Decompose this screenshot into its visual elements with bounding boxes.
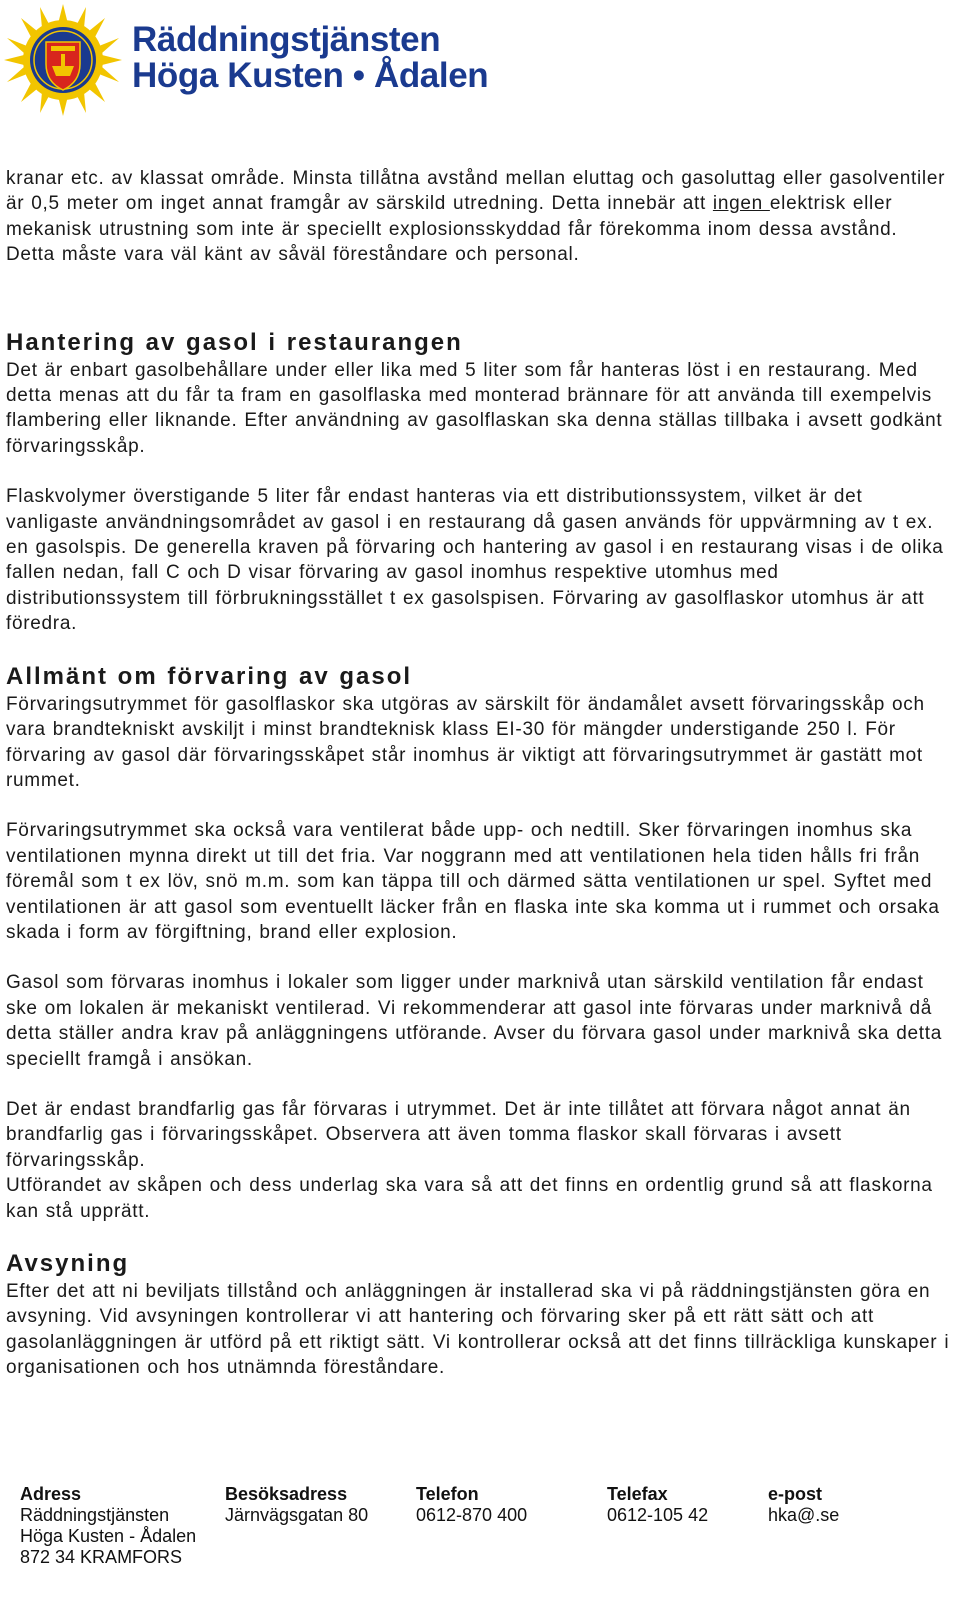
footer-email-link[interactable]: hka@.se bbox=[768, 1505, 840, 1525]
section-heading-hantering: Hantering av gasol i restaurangen bbox=[6, 328, 463, 356]
intro-text-2: elektrisk eller mekanisk utrustning som inte är speciellt explosionsskyddad får förekomma inom dessa avstånd. Detta måste vara väl känt av såväl föreståndare och personal. bbox=[6, 193, 898, 266]
footer-value: 0612-105 42 bbox=[607, 1505, 709, 1525]
paragraph: Gasol som förvaras inomhus i lokaler som ligger under marknivå utan särskild ventilation får endast ske om lokalen är mekaniskt ventilerad. Vi rekommenderar att gasol inte förvaras under marknivå då detta ställer andra krav på anläggningens utförande. Avser du förvara gasol under marknivå ska detta speciellt framgå i ansökan. bbox=[6, 972, 943, 1070]
footer-value: 0612-870 400 bbox=[416, 1505, 528, 1525]
footer-label: Besöksadress bbox=[225, 1484, 348, 1504]
footer-value: Räddningstjänsten bbox=[20, 1505, 170, 1525]
footer-value: Höga Kusten - Ådalen bbox=[20, 1526, 197, 1546]
org-name-line2: Höga Kusten • Ådalen bbox=[132, 56, 489, 95]
org-name-line1: Räddningstjänsten bbox=[132, 20, 441, 59]
footer-visit-column bbox=[225, 1484, 368, 1526]
emblem-logo-icon bbox=[4, 4, 122, 116]
section-heading-avsyning: Avsyning bbox=[6, 1250, 130, 1277]
paragraph: Det är endast brandfarlig gas får förvaras i utrymmet. Det är inte tillåtet att förvara något annat än brandfarlig gas i förvaringsskåpet. Observera att även tomma flaskor skall förvaras i avsett förvaringsskåp. bbox=[6, 1098, 911, 1171]
paragraph: Efter det att ni beviljats tillstånd och anläggningen är installerad ska vi på räddningstjänsten göra en avsyning. Vid avsyningen kontrollerar vi att hantering och förvaring sker på ett rätt sätt och att gasolanläggningen är utförd på ett riktigt sätt. Vi kontrollerar också att det finns tillräckliga kunskaper i organisationen och hos utnämnda föreståndare. bbox=[6, 1281, 950, 1379]
footer-phone-column bbox=[416, 1484, 527, 1526]
footer-email-column bbox=[768, 1484, 839, 1526]
footer-label: e-post bbox=[768, 1484, 822, 1504]
organization-name bbox=[132, 22, 488, 94]
footer-address-column bbox=[20, 1484, 196, 1568]
paragraph: Utförandet av skåpen och dess underlag ska vara så att det finns en ordentlig grund så att flaskorna kan stå upprätt. bbox=[6, 1175, 933, 1222]
intro-underlined-word: ingen bbox=[712, 193, 770, 215]
section-heading-allmant: Allmänt om förvaring av gasol bbox=[6, 662, 413, 690]
intro-text-1: kranar etc. av klassat område. Minsta tillåtna avstånd mellan eluttag och gasoluttag eller gasolventiler är 0,5 meter om inget annat framgår av särskild utredning. Detta innebär att bbox=[6, 168, 946, 215]
paragraph: Förvaringsutrymmet ska också vara ventilerat både upp- och nedtill. Sker förvaringen inomhus ska ventilationen mynna direkt ut till det fria. Var noggrann med att ventilationen hela tiden hålls fri från föremål som t ex löv, snö m.m. som kan täppa till och därmed sätta ventilationen ur spel. Syftet med ventilationen är att gasol som eventuellt läcker från en flaska inte ska komma ut i rummet och orsaka skada i form av förgiftning, brand eller explosion. bbox=[6, 820, 940, 943]
footer-value: Järnvägsgatan 80 bbox=[225, 1505, 369, 1525]
page-header bbox=[0, 0, 960, 120]
footer-label: Telefax bbox=[607, 1484, 668, 1504]
intro-paragraph bbox=[6, 166, 950, 268]
footer-value: 872 34 KRAMFORS bbox=[20, 1547, 183, 1567]
document-body bbox=[6, 166, 950, 1381]
footer-fax-column bbox=[607, 1484, 708, 1526]
paragraph: Förvaringsutrymmet för gasolflaskor ska utgöras av särskilt för ändamålet avsett förvaringsskåp och vara brandtekniskt avskiljt i minst brandteknisk klass EI-30 för mängder understigande 250 l. För förvaring av gasol där förvaringsskåpet står inomhus är viktigt att förvaringsutrymmet är gastätt mot rummet. bbox=[6, 693, 925, 791]
footer-label: Telefon bbox=[416, 1484, 479, 1504]
paragraph: Det är enbart gasolbehållare under eller lika med 5 liter som får hanteras löst i en restaurang. Med detta menas att du får ta fram en gasolflaska med monterad brännare för att använda till exempelvis flambering eller liknande. Efter användning av gasolflaskan ska denna ställas tillbaka i avsett godkänt förvaringsskåp. bbox=[6, 359, 943, 457]
footer-label: Adress bbox=[20, 1484, 82, 1504]
paragraph: Flaskvolymer överstigande 5 liter får endast hanteras via ett distributionssystem, vilket är det vanligaste användningsområdet av gasol i en restaurang då gasen används för uppvärmning av t ex. en gasolspis. De generella kraven på förvaring och hantering av gasol i en restaurang visas i de olika fallen nedan, fall C och D visar förvaring av gasol inomhus respektive utomhus med distributionssystem till förbrukningsstället t ex gasolspisen. Förvaring av gasolflaskor utomhus är att föredra. bbox=[6, 486, 944, 635]
